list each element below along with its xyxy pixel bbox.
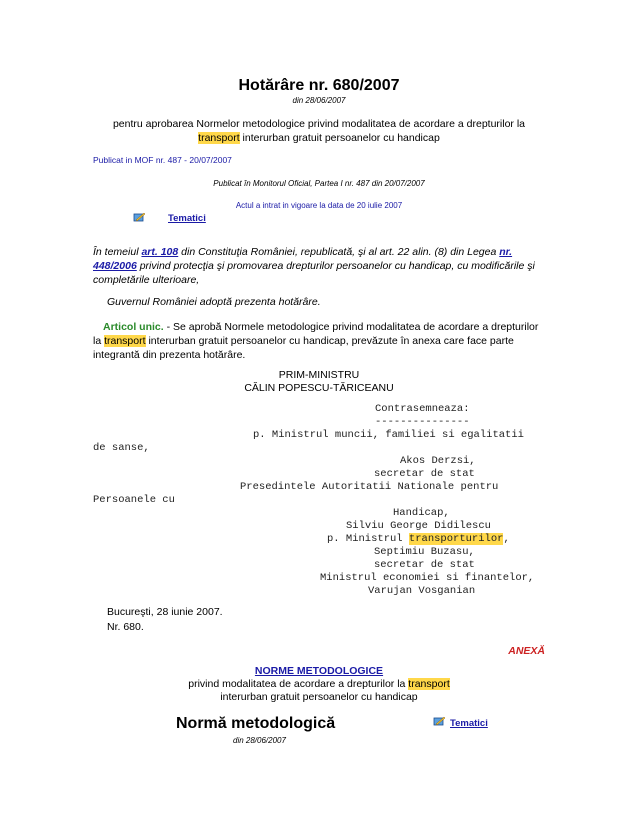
art-108-link[interactable]: art. 108 bbox=[141, 246, 179, 258]
title-date: din 28/06/2007 bbox=[292, 96, 346, 105]
highlight-transporturilor: transporturilor bbox=[408, 533, 504, 545]
published-note: Publicat în Monitorul Oficial, Partea I nr. 487 din 20/07/2007 bbox=[213, 179, 425, 188]
subtitle-rest: interurban gratuit persoanelor cu handicap bbox=[239, 132, 440, 144]
law-link-b[interactable]: 448/2006 bbox=[93, 260, 137, 272]
signature-role: PRIM-MINISTRU bbox=[278, 369, 360, 381]
article-text-b: interurban gratuit persoanelor cu handicap, prevăzute în anexa care face parte integrantă din prezenta hotărâre. bbox=[93, 335, 514, 361]
highlight-transport: transport bbox=[198, 132, 240, 144]
highlight-transport-3: transport bbox=[408, 678, 450, 690]
mof-link[interactable]: Publicat in MOF nr. 487 - 20/07/2007 bbox=[93, 155, 232, 165]
place-date: Bucureşti, 28 iunie 2007. bbox=[107, 606, 223, 618]
law-link-a[interactable]: nr. bbox=[499, 246, 513, 258]
highlight-transport-2: transport bbox=[104, 335, 146, 347]
countersign-line-14: Ministrul economiei si finantelor, bbox=[320, 572, 535, 584]
norms-subtitle-2: interurban gratuit persoanelor cu handicap bbox=[220, 691, 418, 703]
norms-title-link[interactable]: NORME METODOLOGICE bbox=[254, 665, 384, 677]
page-title: Hotărâre nr. 680/2007 bbox=[238, 77, 400, 94]
article-label: Articol unic. bbox=[103, 321, 164, 333]
countersign-line-3: p. Ministrul muncii, familiei si egalitatii bbox=[253, 429, 524, 441]
countersign-line-11 bbox=[327, 533, 510, 545]
norms-subtitle-1 bbox=[0, 678, 638, 690]
countersign-divider: --------------- bbox=[375, 416, 470, 428]
preamble bbox=[93, 245, 543, 259]
countersign-line-6: secretar de stat bbox=[374, 468, 475, 480]
tematici-icon[interactable] bbox=[133, 210, 146, 228]
tematici-icon[interactable] bbox=[433, 714, 446, 732]
countersign-line-8: Persoanele cu bbox=[93, 494, 175, 506]
tematici-link-2[interactable]: Tematici bbox=[450, 718, 488, 729]
countersign-heading: Contrasemneaza: bbox=[375, 403, 470, 415]
countersign-line-10: Silviu George Didilescu bbox=[346, 520, 491, 532]
subtitle-line-1: pentru aprobarea Normelor metodologice privind modalitatea de acordare a drepturilor la bbox=[112, 118, 526, 130]
countersign-line-4: de sanse, bbox=[93, 442, 150, 454]
signature-name: CĂLIN POPESCU-TĂRICEANU bbox=[244, 382, 394, 394]
preamble-text-3: privind protecţia şi promovarea drepturilor persoanelor cu handicap, cu modificările şi completările ulterioare, bbox=[93, 260, 535, 286]
article-text-a: - Se aprobă Normele metodologice privind modalitatea de acordare a drepturilor la bbox=[93, 321, 539, 347]
subtitle bbox=[0, 117, 638, 145]
act-number: Nr. 680. bbox=[107, 621, 144, 633]
countersign-line-11b: , bbox=[503, 533, 510, 545]
annex-label: ANEXĂ bbox=[508, 645, 545, 657]
article-unic bbox=[93, 320, 543, 362]
in-force-note: Actul a intrat in vigoare la data de 20 iulie 2007 bbox=[235, 201, 403, 210]
countersign-line-12: Septimiu Buzasu, bbox=[374, 546, 475, 558]
countersign-line-13: secretar de stat bbox=[374, 559, 475, 571]
countersign-line-15: Varujan Vosganian bbox=[368, 585, 476, 597]
countersign-line-5: Akos Derzsi, bbox=[400, 455, 476, 467]
preamble-text-2: din Constituţia României, republicată, şi al art. 22 alin. (8) din Legea bbox=[178, 246, 500, 258]
norm-heading: Normă metodologică bbox=[176, 715, 336, 732]
countersign-line-11a: p. Ministrul bbox=[327, 533, 409, 545]
preamble-text-1: În temeiul bbox=[93, 246, 142, 258]
tematici-link[interactable]: Tematici bbox=[168, 213, 206, 224]
subtitle-line-2 bbox=[0, 131, 638, 145]
preamble-cont bbox=[93, 259, 543, 287]
countersign-line-9: Handicap, bbox=[393, 507, 450, 519]
norm-date: din 28/06/2007 bbox=[233, 736, 286, 745]
countersign-line-7: Presedintele Autoritatii Nationale pentru bbox=[240, 481, 499, 493]
norms-subtitle-text: privind modalitatea de acordare a drepturilor la bbox=[188, 678, 409, 690]
government-adopts: Guvernul României adoptă prezenta hotărâre. bbox=[107, 296, 321, 308]
